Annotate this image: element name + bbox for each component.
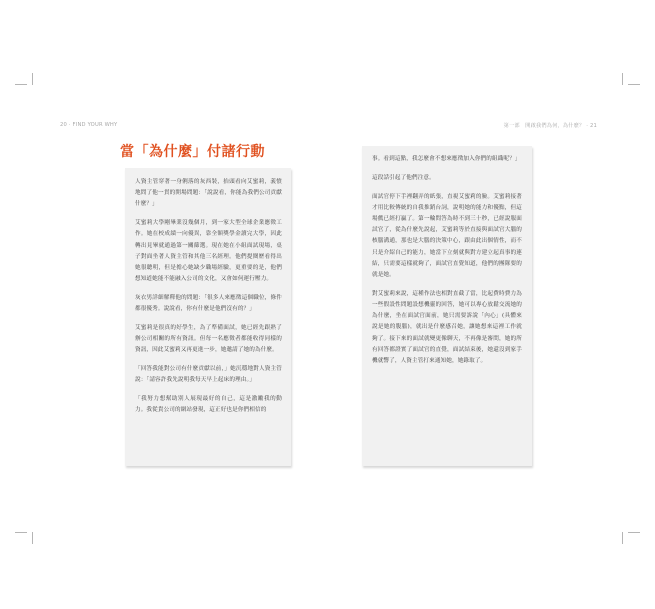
crop-mark (622, 532, 623, 544)
section-title: 當「為什麼」付諸行動 (120, 144, 265, 160)
paragraph: 「回答我能對公司有什麼貢獻以前，」她沉穩地對人資主管說：「請容許我先說明我每天早上起床的理由。」 (135, 366, 282, 384)
text-card-left (125, 168, 291, 466)
paragraph: 艾蜜莉是很真的好學生，為了準備面試，她已經先跟熟了辦公司相關的所有資訊。但每一名應徵者都能收得同樣的資訊，因此艾蜜莉又再更進一步，她邀請了她的為什麼。 (135, 325, 282, 354)
paragraph: 人資主管穿著一身俐落的灰西裝，抬頭看向艾蜜莉，義憤地問了他一貫的開場問題：「說說看，你能為我們公司貢獻什麼？」 (135, 179, 282, 208)
paragraph: 這段話引起了他們注意。 (372, 174, 435, 181)
paragraph: 事。看到這點，我怎麼會不想來應徵加入你們的組織呢？」 (372, 156, 521, 162)
crop-mark (628, 532, 640, 533)
crop-mark (15, 532, 27, 533)
crop-mark (628, 84, 640, 85)
crop-mark (622, 73, 623, 85)
paragraph: 對艾蜜莉來說，這種作法也相對直截了當，比起費時費力為一些假設性問題設想機靈的回答，她可以專心放鬆交流她的為什麼，坐在面試官面前，她只需要訴說「內心」(具體來說是她的腹腦)，就出是什麼感召她，讓她想來這裡工作就夠了。接下來的面試就變更像聊天，不再像是審問，她的所有回答都證實了面試官的直覺，面試結束後，她還沒到家手機就響了，人資主管打來通知她，她錄取了。 (372, 290, 522, 365)
crop-mark (32, 532, 33, 544)
crop-mark (15, 84, 27, 85)
running-header-left: 20 · FIND YOUR WHY (60, 122, 118, 128)
paragraph: 灰衣男詳細解釋他的問題：「很多人來應徵這個職位，條件都很優秀。說說看，你有什麼是他們沒有的？」 (135, 295, 282, 313)
paragraph: 艾蜜莉大學剛畢業沒幾個月，到一家大型全球企業應徵工作。她在校成績一向優異，靠全額獎學金讀完大學，因此轉出見畢就通過第一關篩選。現在她在小組面試現場，桌子對面坐著人資主管和其他三名經理。他們提閱歷看得出她很聰明，但是擔心她缺少職場經驗，更重要的是，他們想知道她能不能融入公司的文化，又會如何運行壓力。 (135, 220, 282, 283)
crop-mark (32, 73, 33, 85)
paragraph: 面試官停下手裡翻弄的紙張，直視艾蜜莉的臉。艾蜜莉接著才用比較傳統的自我推銷台詞，說明她的能力和優點，但這場戲已經打贏了。第一輪問答為時不到三十秒，已經說服面試官了，從為什麼先說起，艾蜜莉等於直接與面試官大腦的核腦溝通，那也是大腦的決策中心，跟由此出個情性，而不只是介紹自己的能力，她當下立刻就與對方建立起真事的連結，只需要這樣就夠了，面試官直覺知道，他們的團隊要的就是她。 (372, 193, 522, 279)
text-card-right (362, 146, 532, 466)
running-header-right: 第一部 開啟我們為何，為什麼？ · 21 (503, 123, 597, 129)
paragraph: 「我努力想幫助別人展現最好的自己，這是激勵我的動力。我從貴公司的網站發現，這正好也是你們相信的 (135, 396, 282, 414)
